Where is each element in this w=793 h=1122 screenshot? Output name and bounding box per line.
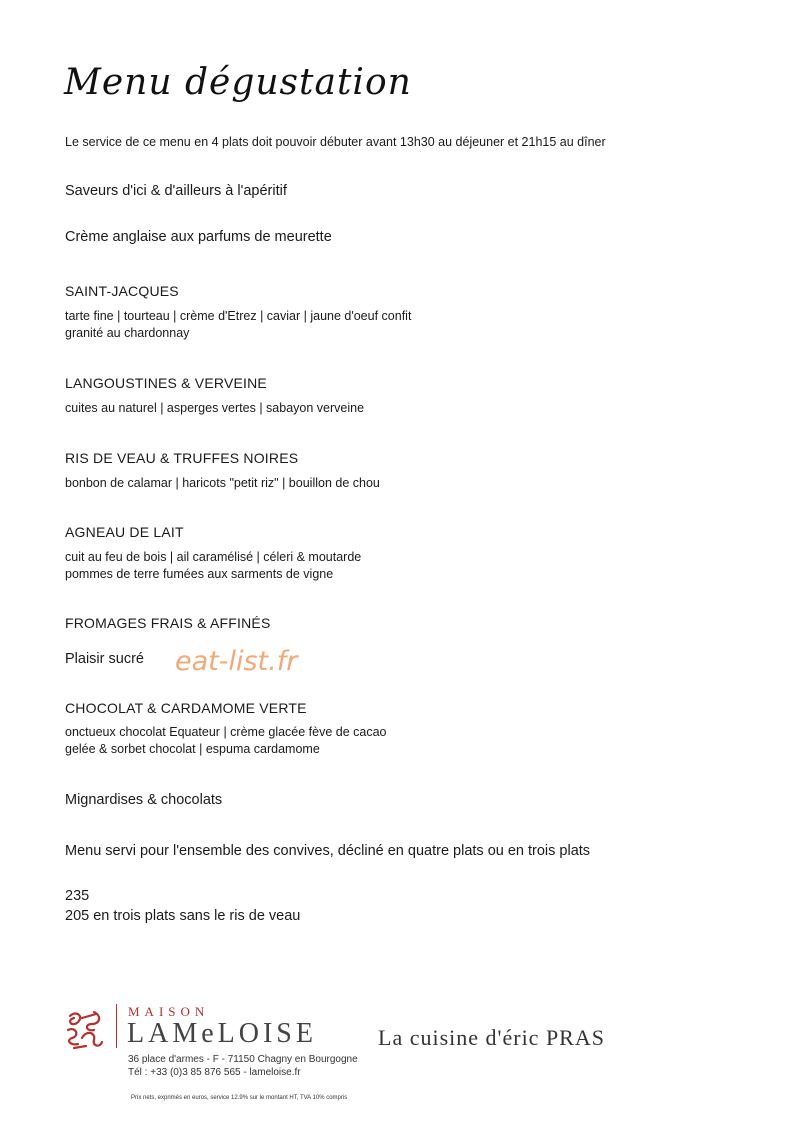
service-note: Le service de ce menu en 4 plats doit pouvoir débuter avant 13h30 au déjeuner et 21h15 au dîner [65, 135, 606, 149]
price-main: 235 [65, 888, 90, 904]
price-alt: 205 en trois plats sans le ris de veau [65, 908, 301, 924]
course-line: pommes de terre fumées aux sarments de vigne [65, 567, 334, 581]
course-line: cuites au naturel | asperges vertes | sabayon verveine [65, 401, 365, 415]
course-line: onctueux chocolat Equateur | crème glacée fève de cacao [65, 725, 387, 739]
course-title: CHOCOLAT & CARDAMOME VERTE [65, 700, 307, 716]
amuse-line: Crème anglaise aux parfums de meurette [65, 229, 332, 245]
course-line: tarte fine | tourteau | crème d'Etrez | caviar | jaune d'oeuf confit [65, 309, 412, 323]
brand-tagline: La cuisine d'éric PRAS [378, 1025, 605, 1050]
aperitif-line: Saveurs d'ici & d'ailleurs à l'apéritif [65, 183, 287, 199]
course-line: granité au chardonnay [65, 326, 190, 340]
course-description [65, 308, 411, 342]
menu-note: Menu servi pour l'ensemble des convives, décliné en quatre plats ou en trois plats [65, 843, 591, 859]
brand-prefix: MAISON [128, 1004, 210, 1019]
course-line: bonbon de calamar | haricots "petit riz" | bouillon de chou [65, 476, 380, 490]
logo-divider [116, 1004, 117, 1048]
brand-name: LAMeLOISE [127, 1018, 317, 1049]
menu-title: Menu dégustation [64, 62, 412, 103]
address: 36 place d'armes - F - 71150 Chagny en Bourgogne [128, 1054, 358, 1065]
course-title: FROMAGES FRAIS & AFFINÉS [65, 615, 271, 631]
course-description [65, 549, 361, 583]
course-title: SAINT-JACQUES [65, 283, 179, 299]
course-description [65, 724, 387, 758]
price-fineprint: Prix nets, exprimés en euros, service 12.9% sur le montant HT, TVA 10% compris [131, 1095, 348, 1101]
course-description [65, 475, 380, 492]
contact: Tél : +33 (0)3 85 876 565 - lameloise.fr [128, 1067, 301, 1078]
dessert-intro: Plaisir sucré [65, 651, 144, 667]
course-line: gelée & sorbet chocolat | espuma cardamome [65, 742, 320, 756]
course-description [65, 400, 364, 417]
course-title: RIS DE VEAU & TRUFFES NOIRES [65, 450, 299, 466]
watermark: eat-list.fr [175, 646, 298, 677]
course-title: LANGOUSTINES & VERVEINE [65, 375, 267, 391]
course-line: cuit au feu de bois | ail caramélisé | céleri & moutarde [65, 550, 362, 564]
mignardises-line: Mignardises & chocolats [65, 792, 223, 808]
lameloise-logo-icon [64, 1008, 106, 1050]
course-title: AGNEAU DE LAIT [65, 524, 184, 540]
